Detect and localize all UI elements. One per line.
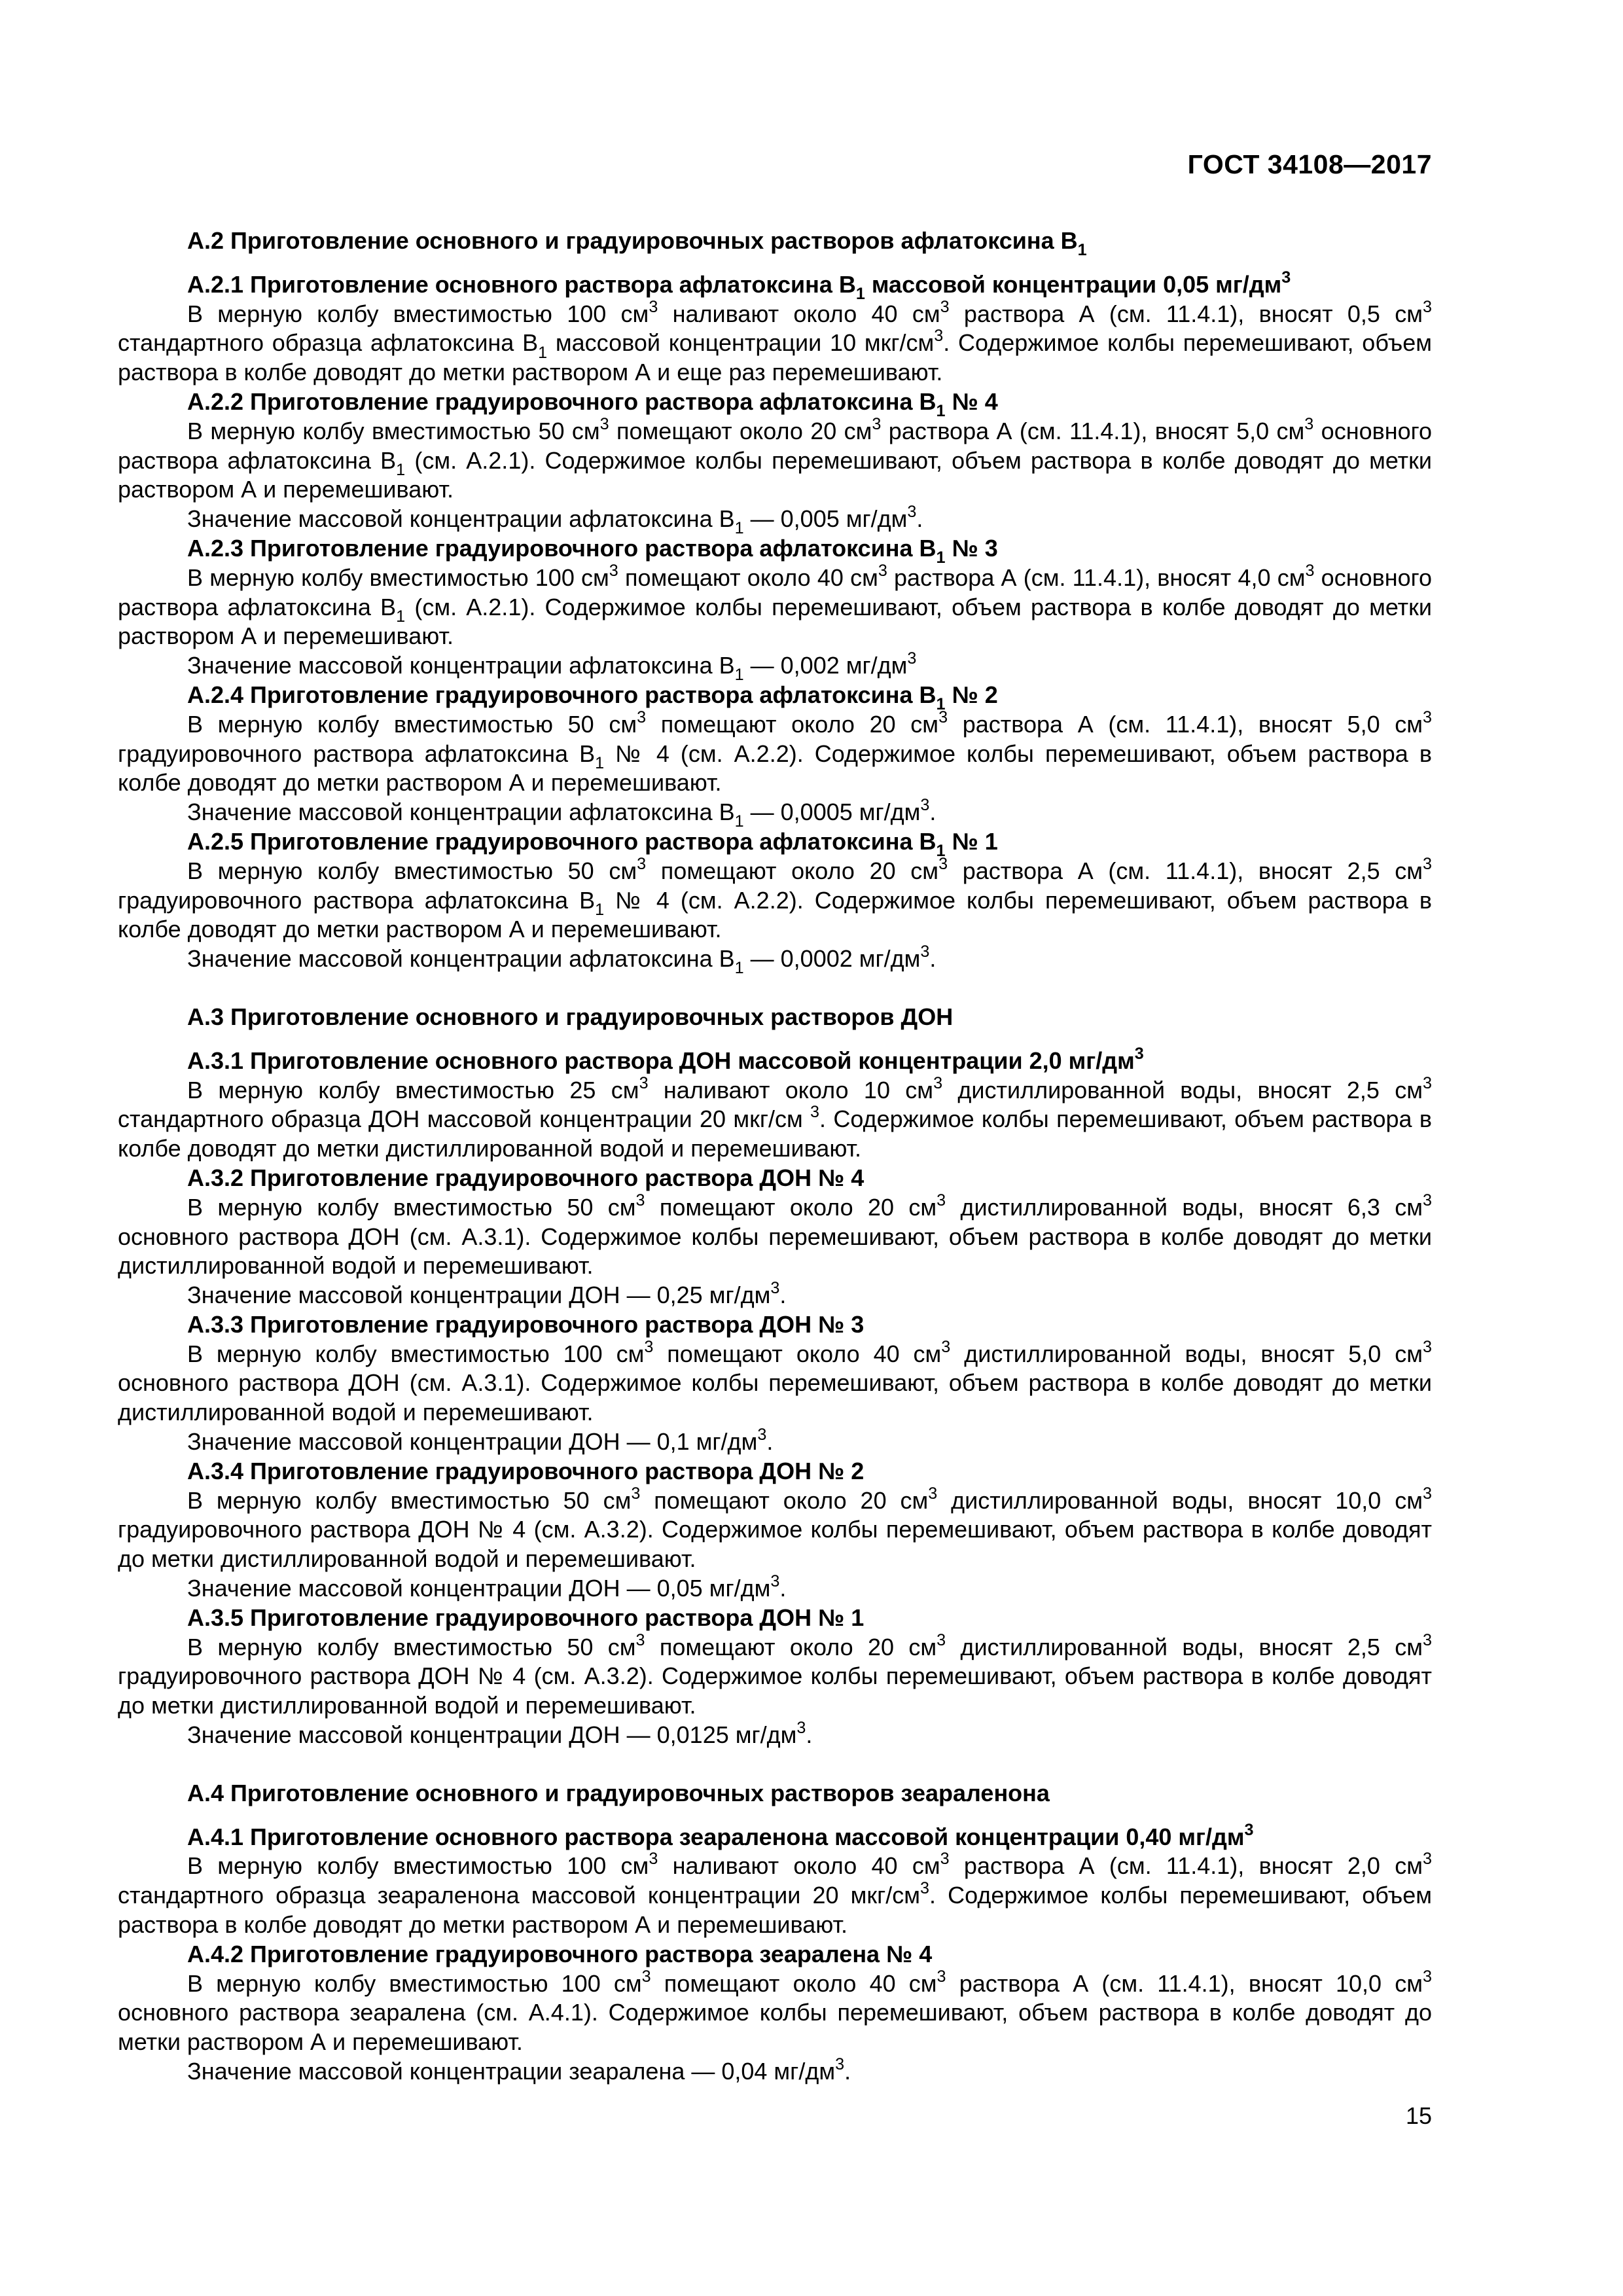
paragraph: В мерную колбу вместимостью 50 $см^3$ помещают около 20 $см^3$ раствора А (см. 11.4.1), вносят 5,0 $см^3$ основного раствора афлатоксина $В_1$ (см. А.2.1). Содержимое колбы перемешивают, объем раствора в колбе доводят до метки раствором А и перемешивают. <box>118 414 1432 503</box>
subsection-heading: А.3.2 Приготовление градуировочного раствора ДОН № 4 <box>187 1164 865 1191</box>
paragraph: В мерную колбу вместимостью 100 $см^3$ помещают около 40 $см^3$ дистиллированной воды, вносят 5,0 $см^3$ основного раствора ДОН (см. А.3.1). Содержимое колбы перемешивают, объем раствора в колбе доводят до метки дистиллированной водой и перемешивают. <box>118 1337 1432 1426</box>
paragraph: В мерную колбу вместимостью 100 $см^3$ помещают около 40 $см^3$ раствора А (см. 11.4.1), вносят 10,0 $см^3$ основного раствора зеаралена (см. А.4.1). Содержимое колбы перемешивают, объем раствора в колбе доводят до метки раствором А и перемешивают. <box>118 1967 1432 2056</box>
section-heading: А.4 Приготовление основного и градуировочных растворов зеараленона <box>187 1779 1050 1806</box>
document-body <box>118 226 1432 2087</box>
subsection-heading: А.3.3 Приготовление градуировочного раствора ДОН № 3 <box>187 1310 865 1338</box>
standard-header: ГОСТ 34108—2017 <box>1187 149 1432 179</box>
paragraph: В мерную колбу вместимостью 50 $см^3$ помещают около 20 $см^3$ дистиллированной воды, вносят 6,3 $см^3$ основного раствора ДОН (см. А.3.1). Содержимое колбы перемешивают, объем раствора в колбе доводят до метки дистиллированной водой и перемешивают. <box>118 1191 1432 1280</box>
subsection-heading: А.3.4 Приготовление градуировочного раствора ДОН № 2 <box>187 1457 865 1484</box>
paragraph: В мерную колбу вместимостью 50 $см^3$ помещают около 20 $см^3$ дистиллированной воды, вносят 2,5 $см^3$ градуировочного раствора ДОН № 4 (см. А.3.2). Содержимое колбы перемешивают, объем раствора в колбе доводят до метки дистиллированной водой и перемешивают. <box>118 1630 1432 1719</box>
concentration-note: Значение массовой концентрации афлатоксина $В_1$ — 0,0005 $мг/дм^3$. <box>187 796 936 831</box>
paragraph: В мерную колбу вместимостью 50 $см^3$ помещают около 20 $см^3$ раствора А (см. 11.4.1), вносят 2,5 $см^3$ градуировочного раствора афлатоксина $В_1$ № 4 (см. А.2.2). Содержимое колбы перемешивают, объем раствора в колбе доводят до метки раствором А и перемешивают. <box>118 854 1433 943</box>
subsection-heading: А.2.5 Приготовление градуировочного раствора афлатоксина $В_1$ № 1 <box>187 827 998 861</box>
page-number: 15 <box>1405 2102 1432 2129</box>
concentration-note: Значение массовой концентрации ДОН — 0,25 $мг/дм^3$. <box>187 1279 787 1309</box>
concentration-note: Значение массовой концентрации афлатоксина $В_1$ — 0,0002 $мг/дм^3$. <box>187 942 936 978</box>
subsection-heading: А.2.4 Приготовление градуировочного раствора афлатоксина $В_1$ № 2 <box>187 681 998 714</box>
section-heading: А.3 Приготовление основного и градуировочных растворов ДОН <box>187 1003 954 1030</box>
concentration-note: Значение массовой концентрации ДОН — 0,1 $мг/дм^3$. <box>187 1426 774 1456</box>
concentration-note: Значение массовой концентрации ДОН — 0,05 $мг/дм^3$. <box>187 1572 787 1602</box>
subsection-heading: А.2.3 Приготовление градуировочного раствора афлатоксина $В_1$ № 3 <box>187 534 998 567</box>
subsection-heading: А.4.2 Приготовление градуировочного раствора зеаралена № 4 <box>187 1940 933 1967</box>
concentration-note: Значение массовой концентрации зеаралена — 0,04 $мг/дм^3$. <box>187 2055 851 2085</box>
concentration-note: Значение массовой концентрации афлатоксина $В_1$ — 0,005 $мг/дм^3$. <box>187 503 923 538</box>
paragraph: В мерную колбу вместимостью 100 $см^3$ помещают около 40 $см^3$ раствора А (см. 11.4.1), вносят 4,0 $см^3$ основного раствора афлатоксина $В_1$ (см. А.2.1). Содержимое колбы перемешивают, объем раствора в колбе доводят до метки раствором А и перемешивают. <box>118 561 1432 650</box>
paragraph: В мерную колбу вместимостью 100 $см^3$ наливают около 40 $см^3$ раствора А (см. 11.4.1), вносят 2,0 $см^3$ стандартного образца зеараленона массовой концентрации 20 мкг/$см^3$. Содержимое колбы перемешивают, объем раствора в колбе доводят до метки раствором А и перемешивают. <box>118 1850 1432 1939</box>
subsection-heading: А.2.1 Приготовление основного раствора афлатоксина $В_1$ массовой концентрации 0,05 $мг/дм^3$ <box>187 268 1291 303</box>
concentration-note: Значение массовой концентрации афлатоксина $В_1$ — 0,002 $мг/дм^3$ <box>187 649 917 685</box>
paragraph: В мерную колбу вместимостью 100 $см^3$ наливают около 40 $см^3$ раствора А (см. 11.4.1), вносят 0,5 $см^3$ стандартного образца афлатоксина $В_1$ массовой концентрации 10 мкг/$см^3$. Содержимое колбы перемешивают, объем раствора в колбе доводят до метки раствором А и еще раз перемешивают. <box>118 297 1433 386</box>
subsection-heading: А.3.5 Приготовление градуировочного раствора ДОН № 1 <box>187 1604 865 1631</box>
subsection-heading: А.2.2 Приготовление градуировочного раствора афлатоксина $В_1$ № 4 <box>187 387 998 421</box>
subsection-heading: А.3.1 Приготовление основного раствора ДОН массовой концентрации 2,0 $мг/дм^3$ <box>187 1044 1144 1074</box>
paragraph: В мерную колбу вместимостью 50 $см^3$ помещают около 20 $см^3$ раствора А (см. 11.4.1), вносят 5,0 $см^3$ градуировочного раствора афлатоксина $В_1$ № 4 (см. А.2.2). Содержимое колбы перемешивают, объем раствора в колбе доводят до метки раствором А и перемешивают. <box>118 708 1433 797</box>
paragraph: В мерную колбу вместимостью 50 $см^3$ помещают около 20 $см^3$ дистиллированной воды, вносят 10,0 $см^3$ градуировочного раствора ДОН № 4 (см. А.3.2). Содержимое колбы перемешивают, объем раствора в колбе доводят до метки дистиллированной водой и перемешивают. <box>118 1484 1432 1573</box>
section-heading: А.2 Приготовление основного и градуировочных растворов афлатоксина $В_1$ <box>187 227 1087 260</box>
concentration-note: Значение массовой концентрации ДОН — 0,0125 $мг/дм^3$. <box>187 1719 813 1749</box>
subsection-heading: А.4.1 Приготовление основного раствора зеараленона массовой концентрации 0,40 $мг/дм^3$ <box>187 1820 1254 1850</box>
paragraph: В мерную колбу вместимостью 25 $см^3$ наливают около 10 $см^3$ дистиллированной воды, вносят 2,5 $см^3$ стандартного образца ДОН массовой концентрации 20 мкг/см $^3$. Содержимое колбы перемешивают, объем раствора в колбе доводят до метки дистиллированной водой и перемешивают. <box>118 1073 1432 1162</box>
